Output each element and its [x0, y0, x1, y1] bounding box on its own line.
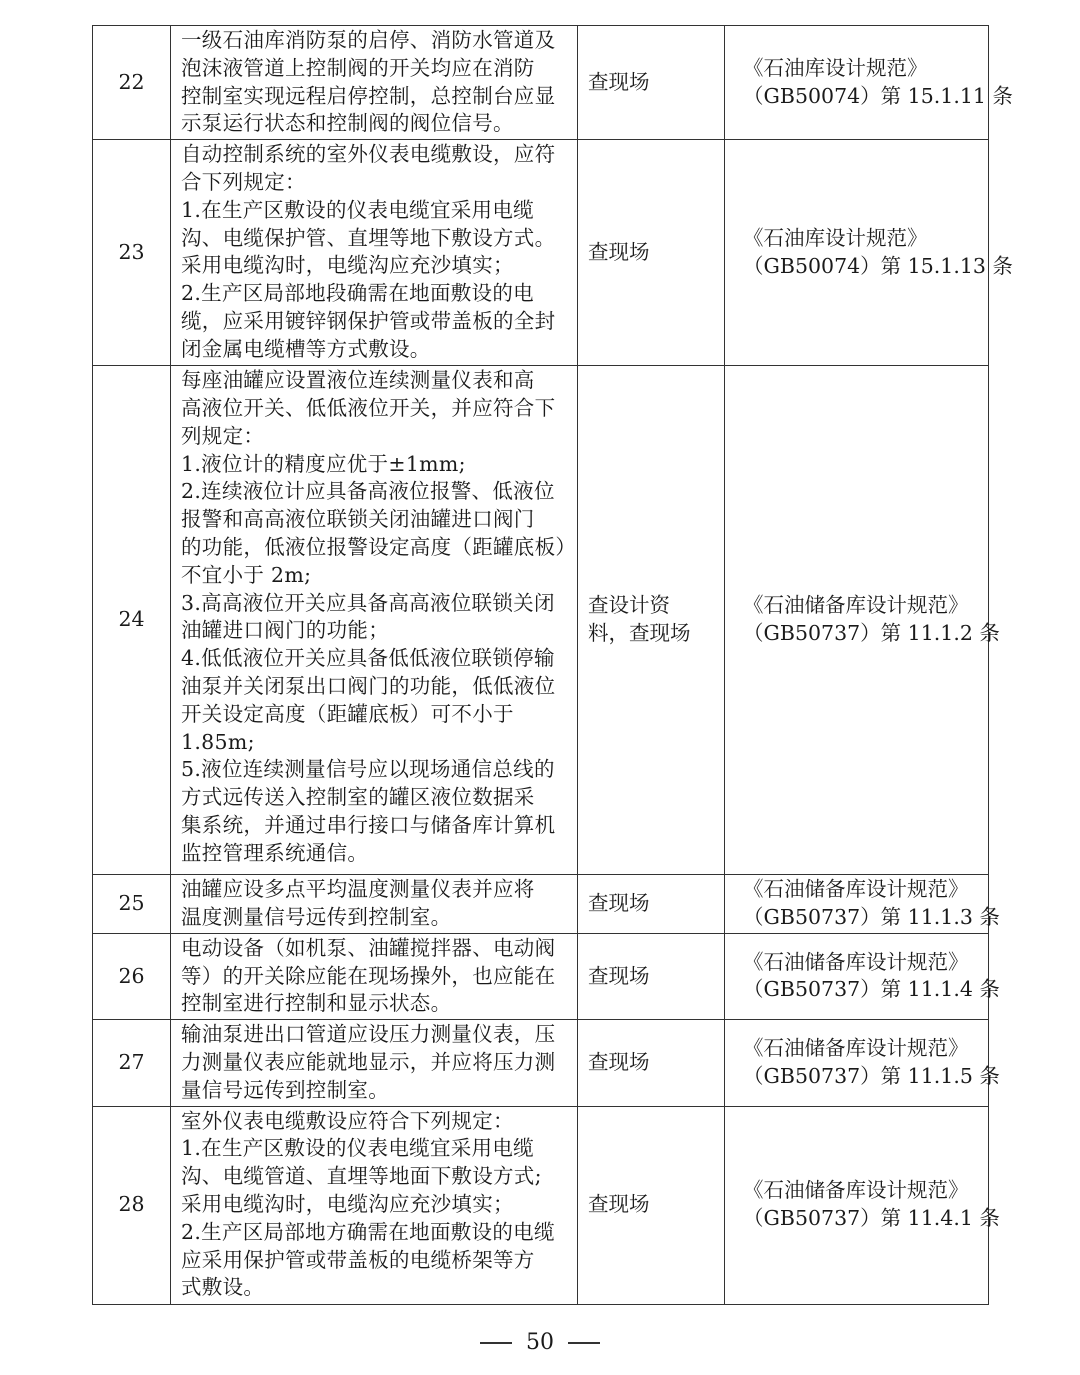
check-basis: 《石油储备库设计规范》 （GB50737）第 11.1.4 条: [725, 933, 989, 1019]
table-row: [93, 366, 989, 875]
check-content: 室外仪表电缆敷设应符合下列规定： 1.在生产区敷设的仪表电缆宜采用电缆 沟、电缆管道、直埋等地面下敷设方式; 采用电缆沟时，电缆沟应充沙填实； 2.生产区局部地方确需在地面敷设的电缆 应采用保护管或带盖板的电缆桥架等方 式敷设。: [171, 1106, 578, 1304]
row-number: 28: [93, 1106, 171, 1304]
row-number: 22: [93, 26, 171, 140]
page-number: 50: [526, 1330, 554, 1355]
left-dash: [480, 1342, 512, 1343]
check-basis: 《石油储备库设计规范》 （GB50737）第 11.4.1 条: [725, 1106, 989, 1304]
row-number: 25: [93, 875, 171, 934]
table-row: [93, 26, 989, 140]
check-method: 查现场: [578, 140, 725, 366]
check-content: 自动控制系统的室外仪表电缆敷设，应符 合下列规定： 1.在生产区敷设的仪表电缆宜采用电缆 沟、电缆保护管、直埋等地下敷设方式。 采用电缆沟时，电缆沟应充沙填实； 2.生产区局部地段确需在地面敷设的电 缆，应采用镀锌钢保护管或带盖板的全封 闭金属电缆槽等方式敷设。: [171, 140, 578, 366]
check-method: 查现场: [578, 1020, 725, 1106]
inspection-table: [92, 25, 1013, 1305]
check-content: 电动设备（如机泵、油罐搅拌器、电动阀 等）的开关除应能在现场操外，也应能在 控制室进行控制和显示状态。: [171, 933, 578, 1019]
check-content: 输油泵进出口管道应设压力测量仪表，压 力测量仪表应能就地显示，并应将压力测 量信号远传到控制室。: [171, 1020, 578, 1106]
table-row: [93, 933, 989, 1019]
check-method: 查现场: [578, 1106, 725, 1304]
check-method: 查现场: [578, 875, 725, 934]
check-basis: 《石油库设计规范》 （GB50074）第 15.1.11 条: [725, 26, 989, 140]
table-row: [93, 875, 989, 934]
check-basis: 《石油储备库设计规范》 （GB50737）第 11.1.5 条: [725, 1020, 989, 1106]
table-row: [93, 1106, 989, 1304]
check-content: 油罐应设多点平均温度测量仪表并应将 温度测量信号远传到控制室。: [171, 875, 578, 934]
row-number: 26: [93, 933, 171, 1019]
check-content: 一级石油库消防泵的启停、消防水管道及 泡沫液管道上控制阀的开关均应在消防 控制室实现远程启停控制，总控制台应显 示泵运行状态和控制阀的阀位信号。: [171, 26, 578, 140]
check-basis: 《石油储备库设计规范》 （GB50737）第 11.1.3 条: [725, 875, 989, 934]
check-method: 查设计资 料，查现场: [578, 366, 725, 875]
row-number: 27: [93, 1020, 171, 1106]
check-content: 每座油罐应设置液位连续测量仪表和高 高液位开关、低低液位开关，并应符合下 列规定： 1.液位计的精度应优于±1mm; 2.连续液位计应具备高液位报警、低液位 报警和高高液位联锁关闭油罐进口阀门 的功能，低液位报警设定高度（距罐底板） 不宜小于 2m; 3.高高液位开关应具备高高液位联锁关闭 油罐进口阀门的功能； 4.低低液位开关应具备低低液位联锁停输 油泵并关闭泵出口阀门的功能，低低液位 开关设定高度（距罐底板）可不小于 1.85m; 5.液位连续测量信号应以现场通信总线的 方式远传送入控制室的罐区液位数据采 集系统，并通过串行接口与储备库计算机 监控管理系统通信。: [171, 366, 578, 875]
table-row: [93, 1020, 989, 1106]
table-row: [93, 140, 989, 366]
check-basis: 《石油库设计规范》 （GB50074）第 15.1.13 条: [725, 140, 989, 366]
check-method: 查现场: [578, 26, 725, 140]
row-number: 24: [93, 366, 171, 875]
row-number: 23: [93, 140, 171, 366]
page-footer: [0, 1328, 1080, 1358]
check-basis: 《石油储备库设计规范》 （GB50737）第 11.1.2 条: [725, 366, 989, 875]
check-method: 查现场: [578, 933, 725, 1019]
right-dash: [568, 1342, 600, 1343]
